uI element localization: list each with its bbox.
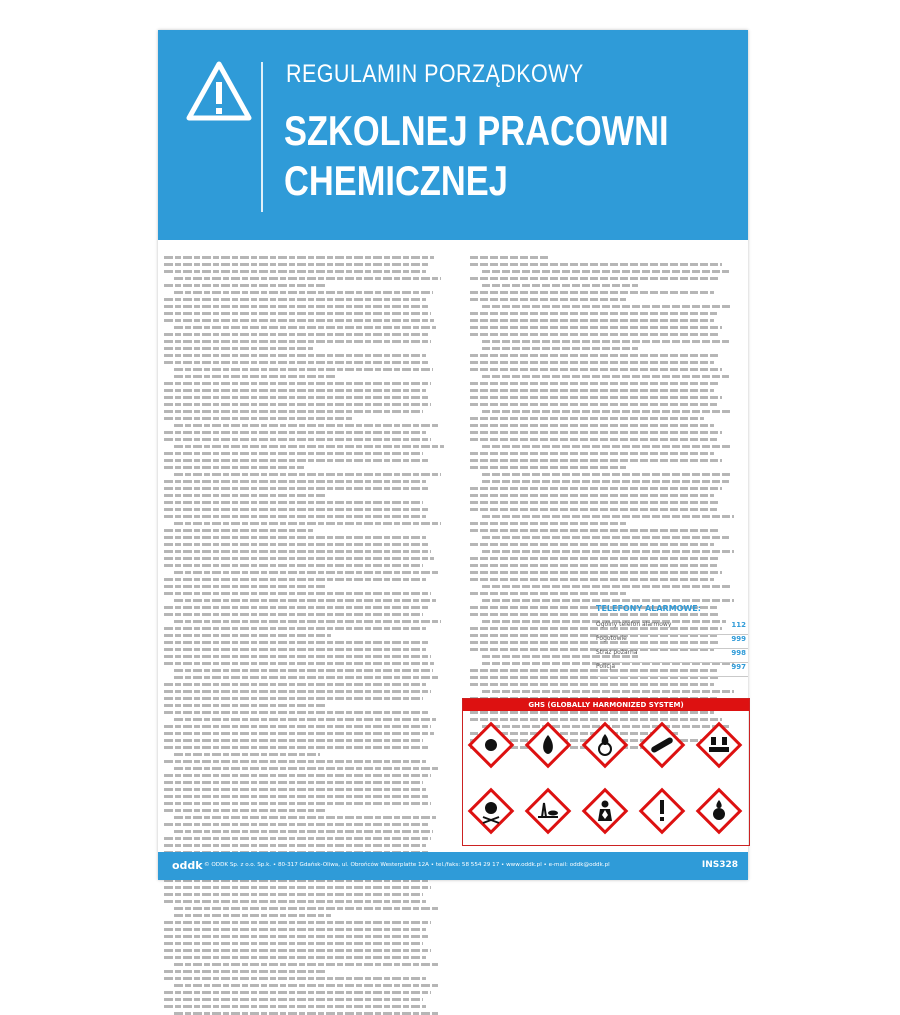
- text-line: [164, 893, 423, 896]
- text-line: [470, 438, 717, 441]
- text-line: [164, 543, 429, 546]
- text-line: [482, 284, 638, 287]
- text-line: [164, 340, 431, 343]
- text-line: [174, 907, 439, 910]
- text-line: [482, 410, 732, 413]
- text-line: [470, 543, 714, 546]
- text-line: [470, 459, 722, 462]
- text-line: [482, 599, 734, 602]
- text-line: [470, 683, 714, 686]
- phone-row: [596, 635, 748, 649]
- text-line: [470, 277, 720, 280]
- oxidizer-icon: [698, 790, 740, 832]
- text-line: [164, 347, 313, 350]
- text-line: [470, 571, 722, 574]
- title-line-3: CHEMICZNEJ: [284, 157, 508, 204]
- phone-number: 997: [731, 663, 746, 671]
- text-line: [164, 844, 426, 847]
- text-line: [164, 606, 429, 609]
- text-line: [164, 935, 429, 938]
- text-line: [164, 333, 429, 336]
- text-line: [164, 263, 429, 266]
- text-line: [482, 473, 732, 476]
- text-line: [470, 291, 714, 294]
- text-line: [164, 949, 431, 952]
- text-line: [164, 256, 434, 259]
- ghs-row-top: [470, 724, 740, 766]
- text-line: [164, 550, 431, 553]
- text-line: [164, 389, 426, 392]
- text-line: [164, 585, 326, 588]
- text-line: [164, 557, 434, 560]
- text-line: [164, 774, 431, 777]
- flame-icon: [527, 724, 569, 766]
- text-line: [482, 305, 732, 308]
- text-line: [470, 312, 717, 315]
- text-line: [174, 375, 336, 378]
- text-line: [164, 900, 426, 903]
- text-line: [164, 459, 429, 462]
- ghs-pictograms: [463, 711, 749, 843]
- text-line: [164, 683, 426, 686]
- text-line: [470, 452, 714, 455]
- text-line: [164, 403, 431, 406]
- text-line: [174, 753, 320, 756]
- text-line: [174, 473, 441, 476]
- text-line: [164, 662, 434, 665]
- text-line: [470, 382, 720, 385]
- text-line: [174, 571, 439, 574]
- text-line: [164, 746, 429, 749]
- text-line: [164, 431, 426, 434]
- text-line: [470, 487, 722, 490]
- text-line: [174, 277, 441, 280]
- phone-label: Ogólny telefon alarmowy: [596, 621, 672, 628]
- text-line: [482, 515, 734, 518]
- ghs-panel: [462, 698, 750, 846]
- text-line: [164, 739, 423, 742]
- text-line: [164, 305, 429, 308]
- text-line: [174, 963, 439, 966]
- text-line: [164, 823, 429, 826]
- text-line: [174, 291, 433, 294]
- text-line: [470, 529, 720, 532]
- text-line: [174, 816, 436, 819]
- text-line: [164, 354, 426, 357]
- emergency-phones: [596, 604, 748, 677]
- text-line: [470, 326, 722, 329]
- phone-row: [596, 663, 748, 677]
- text-line: [164, 578, 426, 581]
- text-line: [164, 732, 434, 735]
- text-line: [164, 956, 426, 959]
- environment-hazard-icon: [527, 790, 569, 832]
- text-line: [174, 914, 331, 917]
- text-line: [164, 634, 331, 637]
- text-line: [174, 445, 444, 448]
- text-line: [164, 627, 426, 630]
- text-line: [470, 333, 720, 336]
- phone-row: [596, 621, 748, 635]
- text-line: [470, 298, 626, 301]
- gas-cylinder-icon: [641, 724, 683, 766]
- text-line: [164, 921, 431, 924]
- text-line: [470, 403, 717, 406]
- title-line-2: SZKOLNEJ PRACOWNI: [284, 107, 669, 154]
- text-line: [482, 347, 638, 350]
- text-line: [164, 760, 426, 763]
- text-line: [164, 690, 431, 693]
- text-line: [470, 494, 714, 497]
- text-line: [164, 809, 326, 812]
- text-line: [164, 991, 431, 994]
- text-line: [470, 557, 720, 560]
- text-line: [174, 326, 436, 329]
- product-code: INS328: [701, 860, 738, 870]
- text-line: [164, 592, 431, 595]
- poster: [158, 30, 748, 880]
- health-hazard-icon: [584, 790, 626, 832]
- ghs-row-bottom: [470, 790, 740, 832]
- text-line: [482, 480, 729, 483]
- text-line: [470, 389, 714, 392]
- text-line: [164, 977, 426, 980]
- text-line: [164, 501, 423, 504]
- text-line: [482, 445, 732, 448]
- text-line: [164, 697, 423, 700]
- text-line: [164, 536, 426, 539]
- text-line: [164, 802, 431, 805]
- text-line: [174, 984, 439, 987]
- warning-triangle-icon: [186, 60, 252, 122]
- text-line: [164, 655, 431, 658]
- text-line: [164, 438, 431, 441]
- text-line: [164, 417, 353, 420]
- text-line: [164, 396, 429, 399]
- text-line: [164, 284, 326, 287]
- text-line: [470, 592, 626, 595]
- text-line: [164, 1005, 426, 1008]
- regulations-left-column: [164, 252, 450, 1015]
- text-line: [164, 410, 423, 413]
- text-line: [174, 599, 436, 602]
- text-line: [164, 970, 326, 973]
- text-line: [164, 319, 434, 322]
- text-line: [470, 431, 722, 434]
- text-line: [164, 711, 429, 714]
- phone-row: [596, 649, 748, 663]
- text-line: [470, 354, 720, 357]
- text-line: [482, 270, 729, 273]
- text-line: [482, 690, 734, 693]
- text-line: [482, 550, 734, 553]
- text-line: [482, 340, 729, 343]
- text-line: [470, 368, 722, 371]
- text-line: [164, 480, 426, 483]
- text-line: [164, 361, 429, 364]
- company-logo: oddk: [172, 859, 203, 872]
- text-line: [164, 494, 326, 497]
- ghs-title: GHS (GLOBALLY HARMONIZED SYSTEM): [463, 699, 749, 711]
- text-line: [174, 676, 439, 679]
- text-line: [470, 256, 548, 259]
- text-line: [470, 501, 720, 504]
- flame-over-circle-icon: [584, 724, 626, 766]
- text-line: [174, 718, 436, 721]
- text-line: [470, 522, 626, 525]
- text-line: [164, 886, 431, 889]
- phone-label: Pogotowie: [596, 635, 627, 642]
- phone-number: 999: [731, 635, 746, 643]
- text-line: [164, 487, 429, 490]
- text-line: [174, 620, 441, 623]
- text-line: [164, 613, 423, 616]
- text-line: [174, 830, 433, 833]
- text-line: [482, 375, 729, 378]
- phone-number: 998: [731, 649, 746, 657]
- text-line: [470, 466, 626, 469]
- phone-label: Policja: [596, 663, 616, 670]
- text-line: [470, 424, 714, 427]
- text-line: [470, 396, 722, 399]
- text-line: [164, 942, 423, 945]
- text-line: [164, 515, 426, 518]
- text-line: [164, 508, 429, 511]
- text-line: [164, 529, 313, 532]
- skull-crossbones-icon: [470, 790, 512, 832]
- text-line: [164, 298, 426, 301]
- footer-contact: © ODDK Sp. z o.o. Sp.k. • 80-317 Gdańsk-Oliwa, ul. Obrońców Westerplatte 12A • tel./faks: 58 554 29 17 • www.oddk.pl • e-mail: oddk@oddk.pl: [204, 862, 610, 868]
- header-divider: [261, 62, 263, 212]
- text-line: [164, 270, 426, 273]
- text-line: [164, 648, 426, 651]
- exclamation-mark-icon: [641, 790, 683, 832]
- text-line: [164, 837, 431, 840]
- text-line: [164, 466, 304, 469]
- text-line: [164, 928, 426, 931]
- text-line: [164, 788, 426, 791]
- title-line-1: REGULAMIN PORZĄDKOWY: [286, 60, 584, 88]
- title-main: [284, 106, 669, 206]
- text-line: [164, 564, 423, 567]
- text-line: [482, 585, 732, 588]
- text-line: [470, 319, 714, 322]
- text-line: [470, 361, 714, 364]
- text-line: [470, 263, 722, 266]
- corrosion-icon: [698, 724, 740, 766]
- text-line: [164, 795, 429, 798]
- text-line: [470, 417, 704, 420]
- text-line: [164, 781, 423, 784]
- text-line: [174, 522, 441, 525]
- text-line: [164, 641, 429, 644]
- text-line: [174, 669, 433, 672]
- phone-label: Straż pożarna: [596, 649, 638, 656]
- text-line: [164, 725, 431, 728]
- text-line: [470, 564, 717, 567]
- text-line: [164, 998, 423, 1001]
- text-line: [164, 312, 431, 315]
- exploding-bomb-icon: [470, 724, 512, 766]
- text-line: [164, 382, 431, 385]
- text-line: [470, 508, 717, 511]
- phone-number: 112: [731, 621, 746, 629]
- poster-footer: [158, 852, 748, 880]
- text-line: [164, 452, 423, 455]
- text-line: [482, 536, 729, 539]
- text-line: [164, 704, 326, 707]
- text-line: [470, 578, 714, 581]
- text-line: [174, 368, 433, 371]
- text-line: [174, 767, 439, 770]
- poster-header: [158, 30, 748, 240]
- text-line: [174, 424, 439, 427]
- phones-title: TELEFONY ALARMOWE:: [596, 604, 701, 613]
